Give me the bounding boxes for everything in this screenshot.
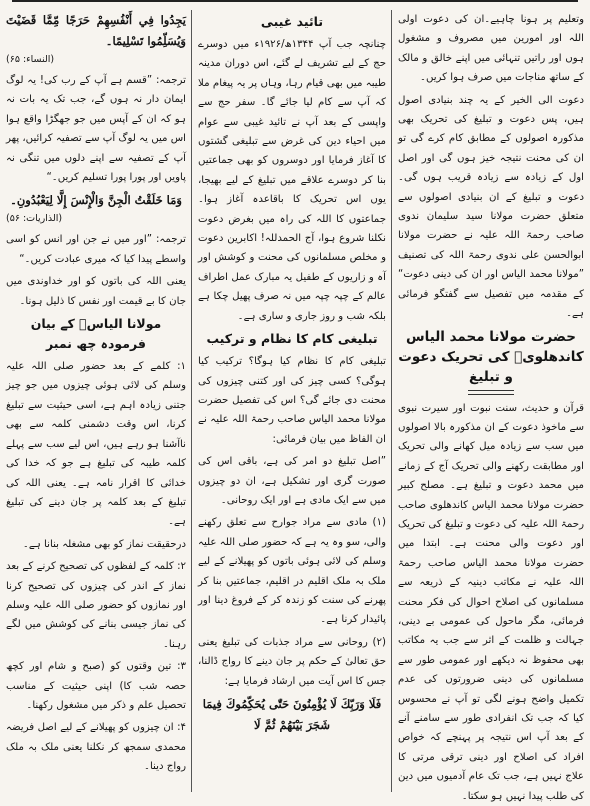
left-column [0,10,192,794]
section-heading: تائید غیبی [198,12,386,32]
translation: ترجمہ: ”اور میں نے جن اور انس کو اسی واسطے پیدا کیا کہ میری عبادت کریں۔“ [6,230,186,269]
paragraph: ۳: تین وقتوں کو (صبح و شام اور کچھ حصہ شب کا) اپنی حیثیت کے مناسب تحصیل علم و ذکر میں مشغول رکھنا۔ [6,657,186,715]
quran-verse: يَجِدُوا فِي أَنْفُسِهِمْ حَرَجًا مِّمَّا قَضَيْتَ وَيُسَلِّمُوا تَسْلِيمًا۔ [6,10,186,52]
section-heading: حضرت مولانا محمد الیاس کاندھلویؒ کی تحریک دعوت و تبلیغ [398,327,584,387]
paragraph: وتعلیم پر ہونا چاہیے۔ان کی دعوت اولی اللہ اور امورین میں مصروف و مشغول ہوں اور راتیں تنہائی میں اپنے خالق و مالک کے ساتھ مناجات میں صرف ہوا کریں۔ [398,10,584,88]
section-heading: مولانا الیاسؒ کے بیان فرمودہ چھ نمبر [6,314,186,354]
paragraph: ”اصل تبلیغ دو امر کی ہے، باقی اس کی صورت گری اور تشکیل ہے، ان دو چیزوں میں سے ایک مادی ہے اور ایک روحانی۔ [198,452,386,510]
verse-reference: (الذاریات: ۵۶) [6,211,186,227]
paragraph: دعوت الی الخیر کے یہ چند بنیادی اصول ہیں، پس دعوت و تبلیغ کی تحریک بھی مذکورہ اصولوں کے مطابق کام کرے گی تو ان کی محنت نتیجہ خیز ہوں گی اور اصل اول کے زیادہ سے زیادہ قریب ہوں گی۔ دعوت و تبلیغ کے ان بنیادی اصولوں سے متعلق حضرت مولانا سید سلیمان ندوی صاحب رحمۃ اللہ علیہ نے حضرت مولانا ابوالحسن علی ندوی رحمۃ اللہ کی تصنیف ”مولانا محمد الیاس اور ان کی دینی دعوت“ کے مقدمہ میں تفصیل سے گفتگو فرمائی ہے۔ [398,91,584,324]
paragraph: چنانچہ جب آپ ۱۳۴۴ھ/۱۹۲۶ء میں دوسرے حج کے لیے تشریف لے گئے، اس دوران مدینہ طیبہ میں بھی قیام رہا، وہاں پر یہ پیغام ملا کہ آپ سے کام لیا جائے گا۔ سفر حج سے واپسی کے بعد آپ نے تائید غیبی سے عوام میں احیاء دین کی غرض سے تبلیغی گشتوں کا آغاز فرمایا اور دوسروں کو بھی جماعتیں بنا کر دوسرے علاقے میں تبلیغ کے لیے بھیجا، یوں اس تحریک کا باقاعدہ آغاز ہوا۔ جماعتوں کا اللہ کی راہ میں بغرض دعوت نکلنا شروع ہوا، آج الحمدللہ! اکابرین دعوت و مخلص مسلمانوں کی محنت و کوشش اور آہ و زاریوں کے طفیل یہ مبارک عمل اطراف عالم کے چپہ چپہ میں نہ صرف پھیل چکا ہے بلکہ شب و روز جاری و ساری ہے۔ [198,35,386,326]
paragraph: تبلیغی کام کا نظام کیا ہوگا؟ ترکیب کیا ہوگی؟ کسی چیز کی اور کتنی چیزوں کی محنت دی جائے گی؟ اس کی تفصیل حضرت مولانا محمد الیاس صاحب رحمۃ اللہ علیہ نے ان الفاظ میں بیان فرمائی: [198,352,386,449]
right-column [392,10,590,794]
paragraph: یعنی اللہ کی باتوں کو اور خداوندی میں جان کا بے قیمت اور نفس کا ذلیل ہونا۔ [6,272,186,311]
quran-verse: وَمَا خَلَقْتُ الْجِنَّ وَالْإِنْسَ إِلَّا لِيَعْبُدُونِ۔ [6,190,186,211]
paragraph: ۴: ان چیزوں کو پھیلانے کے لیے اصل فریضہ محمدی سمجھ کر نکلنا یعنی ملک بہ ملک رواج دینا۔ [6,718,186,776]
middle-column [192,10,392,794]
paragraph: (۱) مادی سے مراد جوارح سے تعلق رکھنے والی، سو وہ یہ ہے کہ حضور صلی اللہ علیہ وسلم کی لائی ہوئی باتوں کو پھیلانے کے لیے ملک بہ ملک اقلیم در اقلیم، جماعتیں بنا کر پھرنے کی سنت کو زندہ کر کے فروغ دینا اور پائیدار کرنا ہے۔ [198,513,386,629]
section-heading: تبلیغی کام کا نظام و ترکیب [198,329,386,349]
paragraph: قرآن و حدیث، سنت نبوت اور سیرت نبوی سے ماخوذ دعوت کے ان مذکورہ بالا اصولوں میں سب سے زیادہ میل کھانے والی تحریک اور مطابقت رکھنے والی تحریک آج کے زمانے میں محمد دعوت و تبلیغ ہے۔ مصلح کبیر حضرت مولانا محمد الیاس کاندھلوی صاحب رحمۃ اللہ علیہ کی دعوت و تبلیغ کی تحریک اور دعوت والی محنت ہے۔ ابتدا میں حضرت مولانا محمد الیاس صاحب رحمۃ اللہ علیہ نے مکاتب دینیہ کے ذریعہ سے مسلمانوں کی اصلاح احوال کی فکر محنت فرمائی، مگر ماحول کی عمومی بے دینی، جہالت و ظلمت کے اثر سے جب یہ مکاتب بھی محفوظ نہ دیکھے اور عمومی طور سے مسلمانوں کی دینی ضرورتوں کی عدم تکمیل واضح ہونے لگی تو آپ نے محسوس کیا کہ جب تک انفرادی طور سے سامنے آنے کے بعد آپ اس نتیجہ پر پہنچے کہ خواص افراد کی اصلاح اور دینی ترقی مرتی کا علاج نہیں ہے، جب تک عام آدمیوں میں دین کی طلب پیدا نہیں ہو سکتا۔ [398,399,584,806]
paragraph: ۱: کلمے کے بعد حضور صلی اللہ علیہ وسلم کی لائی ہوئی چیزوں میں جو چیز جتنی زیادہ اہم ہے، اسی حیثیت سے تبلیغ کرنا، اس وقت دشمنی کلمہ سے بھی ناآشنا ہو رہے ہیں، اس لیے سب سے پہلے کلمہ طیبہ کی تبلیغ ہے جو کہ خدا کی خدائی کا اقرار نامہ ہے۔ یعنی اللہ کی تبلیغ کے بعد کلمہ پر جان دینے کی تبلیغ ہے۔ [6,357,186,532]
heading-divider [468,390,514,395]
paragraph: (۲) روحانی سے مراد جذبات کی تبلیغ یعنی حق تعالیٰ کے حکم پر جان دینے کا رواج ڈالنا، جس کا اس آیت میں ارشاد فرمایا ہے: [198,633,386,691]
top-border [12,0,578,6]
verse-reference: (النساء: ۶۵) [6,52,186,68]
quran-verse: فَلَا وَرَبِّكَ لَا يُؤْمِنُونَ حَتّٰى يُحَكِّمُوكَ فِيمَا شَجَرَ بَيْنَهُمْ ثُمَّ لَا [198,694,386,736]
paragraph: ۲: کلمہ کے لفظوں کی تصحیح کرنے کے بعد نماز کے اندر کی چیزوں کی تصحیح کرنا اور نمازوں کو حضور صلی اللہ علیہ وسلم کی نماز جیسی بنانے کی کوشش میں لگے رہنا۔ [6,557,186,654]
paragraph: درحقیقت نماز کو بھی مشغلہ بنانا ہے۔ [6,535,186,554]
translation: ترجمہ: ”قسم ہے آپ کے رب کی! یہ لوگ ایمان دار نہ ہوں گے، جب تک یہ بات نہ ہو کہ ان کے آپس میں جو جھگڑا واقع ہوا اس میں یہ لوگ آپ سے تصفیہ کرائیں، پھر آپ کے تصفیہ سے اپنے دلوں میں تنگی نہ پاویں اور پورا پورا تسلیم کریں۔“ [6,71,186,187]
